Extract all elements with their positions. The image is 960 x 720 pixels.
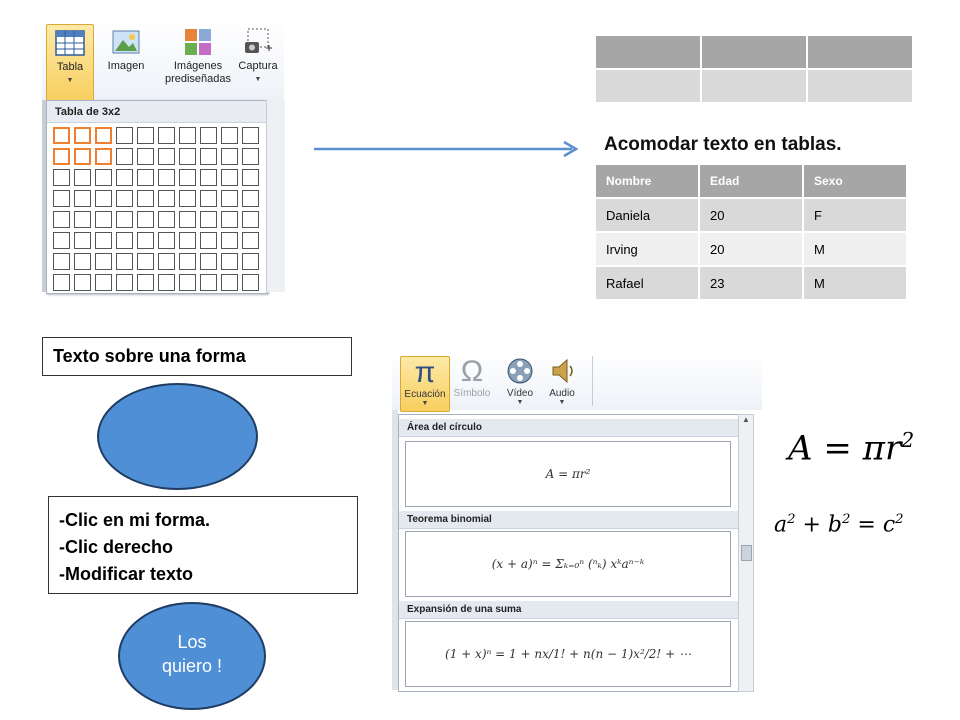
symbol-button[interactable] <box>448 356 496 410</box>
table-grid-dropdown <box>46 100 268 294</box>
video-button[interactable] <box>496 356 544 410</box>
table-grid-cell[interactable] <box>158 232 175 249</box>
steps-text-box[interactable] <box>48 496 358 594</box>
table-grid-cell[interactable] <box>95 127 112 144</box>
symbol-button-label: Símbolo <box>453 388 491 399</box>
table-cell: 20 <box>699 198 803 232</box>
table-grid-cell[interactable] <box>221 148 238 165</box>
step-line: -Clic derecho <box>59 537 174 557</box>
empty-table <box>594 34 914 104</box>
ellipse-text-line: Los <box>177 632 207 652</box>
table-grid-cell[interactable] <box>137 127 154 144</box>
table-grid-cell[interactable] <box>137 253 154 270</box>
arrow-right-icon <box>314 140 584 160</box>
table-grid-cell[interactable] <box>158 253 175 270</box>
table-grid-cell[interactable] <box>53 274 70 291</box>
audio-button[interactable] <box>538 356 586 410</box>
table-grid-cell[interactable] <box>53 148 70 165</box>
table-row <box>595 232 907 266</box>
equation-ribbon <box>392 352 762 410</box>
table-cell <box>807 35 913 69</box>
ellipse-shape[interactable] <box>97 383 258 490</box>
table-grid-cell[interactable] <box>200 169 217 186</box>
chevron-down-icon: ▼ <box>254 76 262 83</box>
chevron-down-icon: ▼ <box>558 399 566 406</box>
table-grid-cell[interactable] <box>179 169 196 186</box>
table-grid-cell[interactable] <box>158 127 175 144</box>
table-grid-cell[interactable] <box>74 148 91 165</box>
gallery-section-header: Expansión de una suma <box>399 601 739 619</box>
chevron-down-icon: ▼ <box>516 399 524 406</box>
table-grid-cell[interactable] <box>242 127 259 144</box>
equation-button[interactable] <box>400 356 450 412</box>
table-grid-cell[interactable] <box>179 232 196 249</box>
equation-item-sum-expansion[interactable] <box>405 621 731 687</box>
table-grid-cell[interactable] <box>200 232 217 249</box>
table-grid-cell[interactable] <box>53 253 70 270</box>
table-grid-cell[interactable] <box>74 169 91 186</box>
column-header: Sexo <box>803 164 907 198</box>
table-grid-cell[interactable] <box>137 274 154 291</box>
table-grid-cell[interactable] <box>116 274 133 291</box>
data-table <box>594 163 908 301</box>
formula-text: + b <box>795 512 843 538</box>
table-row <box>595 198 907 232</box>
table-grid-cell[interactable] <box>137 232 154 249</box>
table-grid-cell[interactable] <box>116 148 133 165</box>
table-grid-cell[interactable] <box>74 274 91 291</box>
omega-icon: Ω <box>460 355 484 388</box>
table-grid-cell[interactable] <box>200 148 217 165</box>
chevron-up-icon[interactable]: ▲ <box>742 415 750 424</box>
picture-icon <box>110 26 142 58</box>
formula-pythagoras <box>774 512 904 537</box>
table-grid-cell[interactable] <box>74 190 91 207</box>
table-grid-cell[interactable] <box>221 253 238 270</box>
table-grid-cell[interactable] <box>116 232 133 249</box>
formula-text: A = πr <box>788 428 902 469</box>
table-grid-cell[interactable] <box>137 169 154 186</box>
table-grid-cell[interactable] <box>221 190 238 207</box>
table-grid-cell[interactable] <box>242 211 259 228</box>
table-grid-cell[interactable] <box>158 211 175 228</box>
table-cell: F <box>803 198 907 232</box>
table-grid-cell[interactable] <box>95 253 112 270</box>
screenshot-icon <box>242 26 274 58</box>
table-grid-cell[interactable] <box>221 169 238 186</box>
scrollbar-thumb[interactable] <box>741 545 752 561</box>
screenshot-button[interactable] <box>232 24 284 100</box>
table-grid-cell[interactable] <box>221 274 238 291</box>
equation-text: A = πr² <box>545 467 591 481</box>
table-grid-cell[interactable] <box>116 127 133 144</box>
table-cell: 23 <box>699 266 803 300</box>
clipart-button-label-1: Imágenes <box>173 60 223 72</box>
column-header: Nombre <box>595 164 699 198</box>
table-grid-cell[interactable] <box>158 169 175 186</box>
table-button-label: Tabla <box>56 61 84 73</box>
table-grid-cell[interactable] <box>158 190 175 207</box>
table-cell <box>807 69 913 103</box>
screenshot-button-label: Captura <box>238 60 278 72</box>
table-grid-cell[interactable] <box>116 211 133 228</box>
table-grid-cell[interactable] <box>74 127 91 144</box>
film-reel-icon <box>496 356 544 388</box>
chevron-down-icon: ▼ <box>421 400 429 407</box>
table-cell: Rafael <box>595 266 699 300</box>
ellipse-text-line: quiero ! <box>161 656 223 676</box>
table-cell: Irving <box>595 232 699 266</box>
formula-text: = c <box>850 512 896 538</box>
clipart-icon <box>182 26 214 58</box>
table-grid-cell[interactable] <box>53 211 70 228</box>
chevron-down-icon: ▼ <box>66 77 74 84</box>
table-cell: M <box>803 266 907 300</box>
table-cell <box>701 35 807 69</box>
table-grid-cell[interactable] <box>53 232 70 249</box>
table-grid-cell[interactable] <box>242 232 259 249</box>
table-cell <box>595 69 701 103</box>
step-line: -Clic en mi forma. <box>59 510 211 530</box>
table-grid-cell[interactable] <box>179 190 196 207</box>
table-grid-cell[interactable] <box>200 127 217 144</box>
table-grid-cell[interactable] <box>221 127 238 144</box>
table-grid-cell[interactable] <box>242 253 259 270</box>
formula-text: a <box>774 512 788 538</box>
table-grid-cell[interactable] <box>95 190 112 207</box>
table-grid-cell[interactable] <box>137 148 154 165</box>
table-grid-cell[interactable] <box>137 211 154 228</box>
table-grid-cell[interactable] <box>179 253 196 270</box>
formula-circle-area <box>788 428 914 468</box>
table-grid-cell[interactable] <box>74 232 91 249</box>
table-cell: Daniela <box>595 198 699 232</box>
table-grid-cell[interactable] <box>53 127 70 144</box>
table-grid-cell[interactable] <box>179 211 196 228</box>
text-box-title[interactable]: Texto sobre una forma <box>42 337 352 376</box>
table-grid-cell[interactable] <box>53 190 70 207</box>
table-grid-cell[interactable] <box>116 169 133 186</box>
table-grid-cell[interactable] <box>200 190 217 207</box>
table-grid-cell[interactable] <box>200 211 217 228</box>
gallery-section-header: Teorema binomial <box>399 511 739 529</box>
formula-exponent: 2 <box>901 428 915 452</box>
table-grid-cell[interactable] <box>242 190 259 207</box>
clipart-button[interactable] <box>158 24 238 100</box>
gallery-scrollbar[interactable] <box>738 414 754 692</box>
equation-text: (1 + x)ⁿ = 1 + nx/1! + n(n − 1)x²/2! + ⋯ <box>445 647 691 661</box>
formula-exponent: 2 <box>787 512 796 527</box>
table-grid-cell[interactable] <box>221 211 238 228</box>
table-grid-title: Tabla de 3x2 <box>47 101 267 123</box>
table-grid-cell[interactable] <box>95 169 112 186</box>
panel-scrollbar <box>266 100 285 292</box>
table-grid-cell[interactable] <box>116 253 133 270</box>
formula-exponent: 2 <box>842 512 851 527</box>
formula-exponent: 2 <box>895 512 904 527</box>
table-grid-cell[interactable] <box>95 148 112 165</box>
step-line: -Modificar texto <box>59 564 194 584</box>
table-grid-cell[interactable] <box>53 169 70 186</box>
table-cell <box>701 69 807 103</box>
table-grid-cell[interactable] <box>242 148 259 165</box>
table-grid-cell[interactable] <box>242 169 259 186</box>
table-grid-cell[interactable] <box>95 274 112 291</box>
table-grid-cell[interactable] <box>242 274 259 291</box>
table-grid-cell[interactable] <box>200 253 217 270</box>
table-grid-cell[interactable] <box>74 211 91 228</box>
picture-button[interactable] <box>100 24 152 100</box>
table-grid-cell[interactable] <box>116 190 133 207</box>
pi-icon: π <box>414 356 436 389</box>
column-header: Edad <box>699 164 803 198</box>
table-grid-cell[interactable] <box>179 148 196 165</box>
ellipse-text-shape[interactable] <box>118 602 266 710</box>
table-grid-cell[interactable] <box>221 232 238 249</box>
ribbon-separator <box>592 356 593 406</box>
table-cell: M <box>803 232 907 266</box>
table-cell <box>595 35 701 69</box>
equation-item-binomial[interactable] <box>405 531 731 597</box>
insert-ribbon <box>42 20 284 100</box>
table-grid-cell[interactable] <box>95 211 112 228</box>
table-grid-cell[interactable] <box>74 253 91 270</box>
table-grid-cell[interactable] <box>179 274 196 291</box>
equation-item-circle-area[interactable] <box>405 441 731 507</box>
equation-gallery <box>398 414 740 692</box>
table-grid-cell[interactable] <box>158 274 175 291</box>
table-grid-cell[interactable] <box>158 148 175 165</box>
clipart-button-label-2: prediseñadas <box>164 73 232 85</box>
audio-button-label: Audio <box>549 388 575 399</box>
table-grid-cell[interactable] <box>137 190 154 207</box>
equation-text: (x + a)ⁿ = Σₖ₌₀ⁿ (ⁿₖ) xᵏaⁿ⁻ᵏ <box>491 557 645 571</box>
table-grid-cell[interactable] <box>200 274 217 291</box>
speaker-icon <box>538 356 586 388</box>
picture-button-label: Imagen <box>107 60 145 72</box>
table-grid-cell[interactable] <box>95 232 112 249</box>
equation-button-label: Ecuación <box>404 389 446 400</box>
table-icon <box>54 27 86 59</box>
table-row <box>595 266 907 300</box>
table-section-title: Acomodar texto en tablas. <box>604 134 842 155</box>
table-button[interactable] <box>46 24 94 102</box>
video-button-label: Vídeo <box>506 388 534 399</box>
gallery-section-header: Área del círculo <box>399 419 739 437</box>
table-cell: 20 <box>699 232 803 266</box>
table-grid-cell[interactable] <box>179 127 196 144</box>
